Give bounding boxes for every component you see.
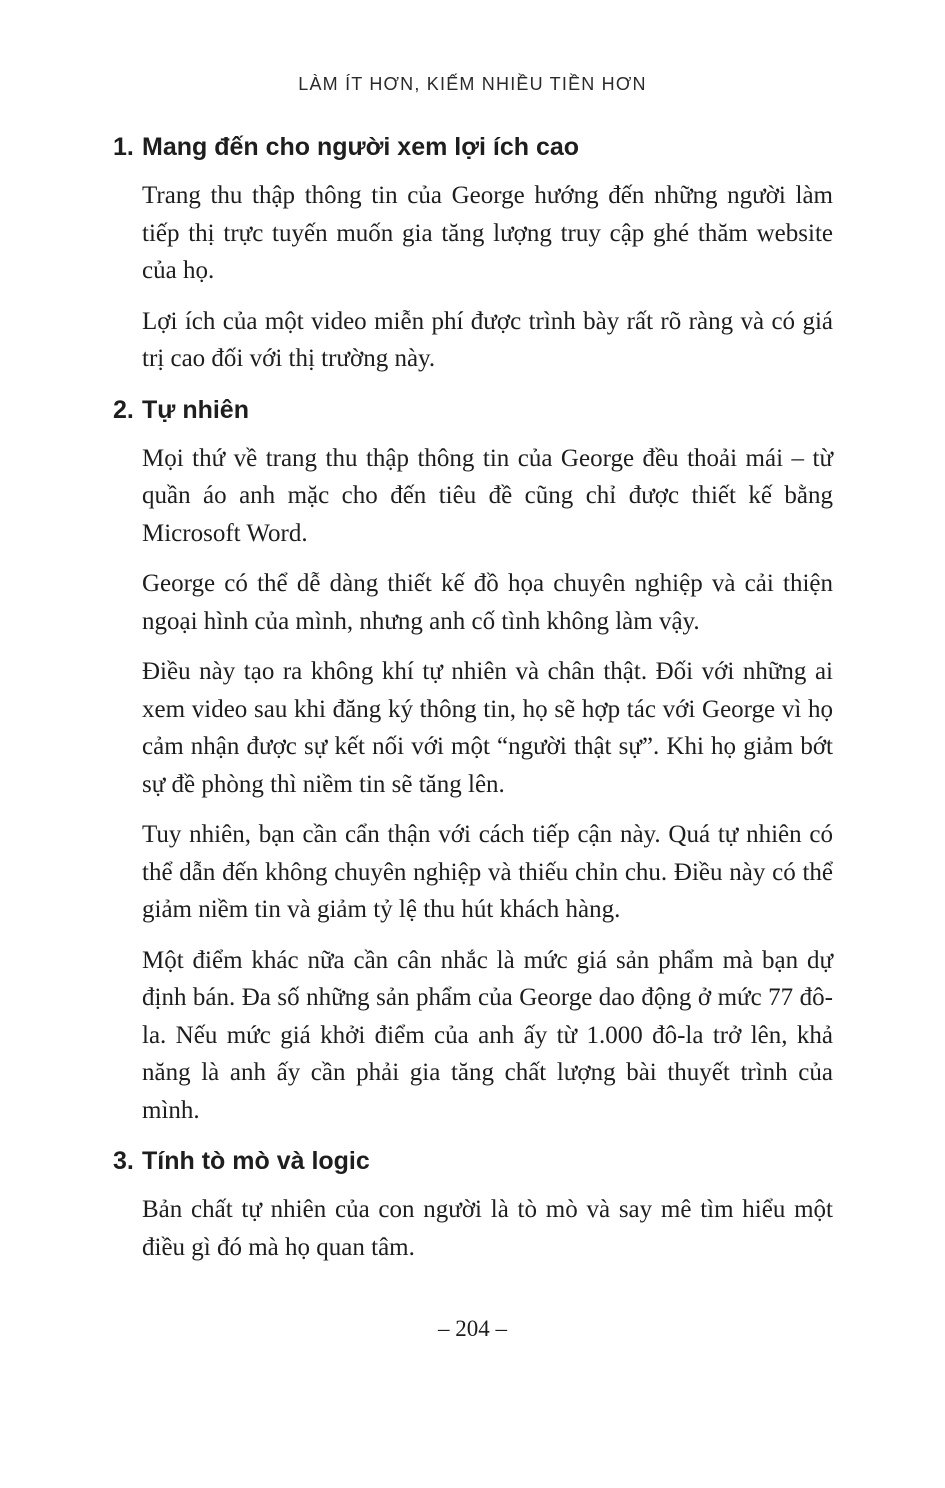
list-item-2 <box>113 391 833 1130</box>
item-heading-text: Mang đến cho người xem lợi ích cao <box>142 133 580 161</box>
paragraph: Điều này tạo ra không khí tự nhiên và chân thật. Đối với những ai xem video sau khi đăng ký thông tin, họ sẽ hợp tác với George vì họ cảm nhận được sự kết nối với một “người thật sự”. Khi họ giảm bớt sự đề phòng thì niềm tin sẽ tăng lên. <box>142 658 833 798</box>
item-heading-text: Tự nhiên <box>142 395 249 424</box>
item-heading-text: Tính tò mò và logic <box>142 1147 370 1175</box>
item-number: 3. <box>113 1147 134 1175</box>
paragraph: Tuy nhiên, bạn cần cẩn thận với cách tiếp cận này. Quá tự nhiên có thể dẫn đến không chuyên nghiệp và thiếu chỉn chu. Điều này có thể giảm niềm tin và giảm tỷ lệ thu hút khách hàng. <box>142 821 833 923</box>
item-heading <box>113 128 833 166</box>
list-item-3 <box>113 1142 833 1266</box>
item-heading <box>113 1142 833 1180</box>
paragraph: George có thể dễ dàng thiết kế đồ họa chuyên nghiệp và cải thiện ngoại hình của mình, nhưng anh cố tình không làm vậy. <box>142 570 833 635</box>
page-body <box>113 128 833 1279</box>
paragraph: Bản chất tự nhiên của con người là tò mò và say mê tìm hiểu một điều gì đó mà họ quan tâm. <box>142 1196 833 1261</box>
item-number: 1. <box>113 133 134 161</box>
page-number: – 204 – <box>438 1316 507 1341</box>
paragraph: Trang thu thập thông tin của George hướng đến những người làm tiếp thị trực tuyến muốn gia tăng lượng truy cập ghé thăm website của họ. <box>142 182 833 284</box>
paragraph: Mọi thứ về trang thu thập thông tin của George đều thoải mái – từ quần áo anh mặc cho đến tiêu đề cũng chỉ được thiết kế bằng Microsoft Word. <box>142 444 833 547</box>
item-number: 2. <box>113 395 134 424</box>
paragraph: Lợi ích của một video miễn phí được trình bày rất rõ ràng và có giá trị cao đối với thị trường này. <box>142 307 833 372</box>
paragraph: Một điểm khác nữa cần cân nhắc là mức giá sản phẩm mà bạn dự định bán. Đa số những sản phẩm của George dao động ở mức 77 đô-la. Nếu mức giá khởi điểm của anh ấy từ 1.000 đô-la trở lên, khả năng là anh ấy cần phải gia tăng chất lượng bài thuyết trình của mình. <box>142 946 833 1124</box>
list-item-1 <box>113 128 833 378</box>
item-heading <box>113 391 833 429</box>
running-header: LÀM ÍT HƠN, KIẾM NHIỀU TIỀN HƠN <box>298 74 647 94</box>
